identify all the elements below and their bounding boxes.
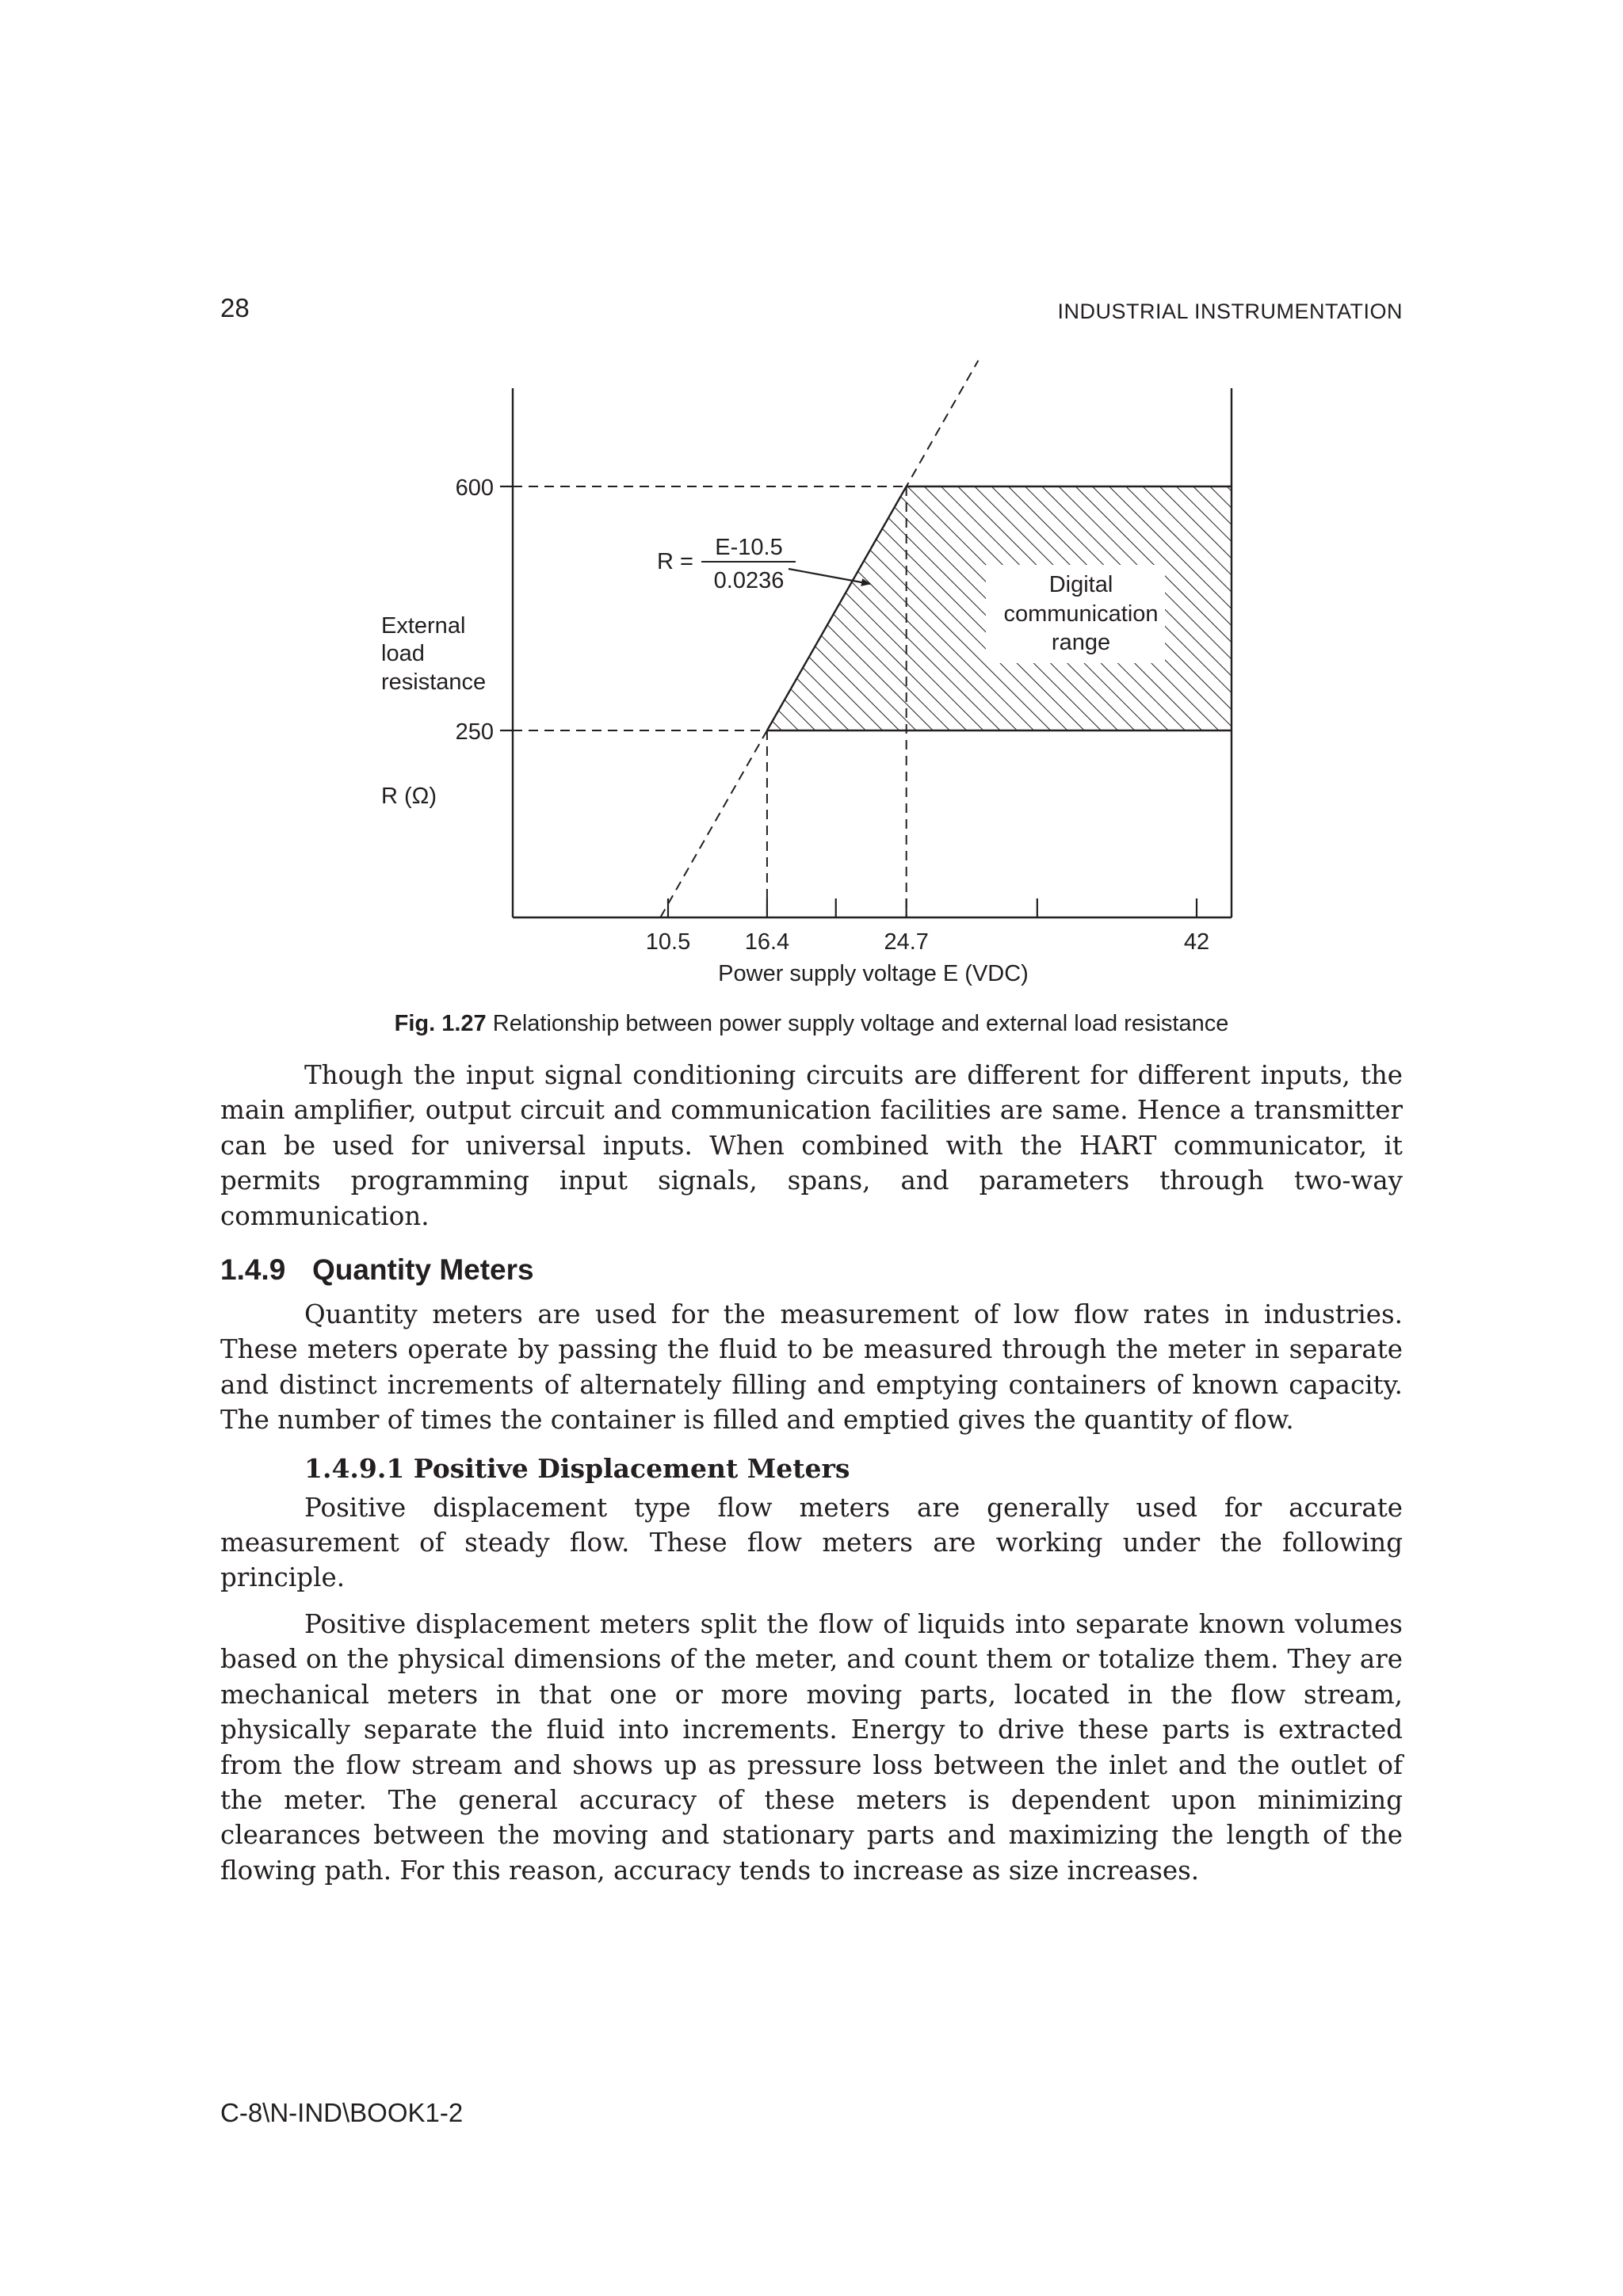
x-tick-label-10-5: 10.5 <box>645 929 691 955</box>
region-label-line1: Digital <box>1048 572 1113 597</box>
region-label-line3: range <box>1051 630 1111 655</box>
figure-caption <box>0 1011 1623 1037</box>
paragraph-quantity-meters: Quantity meters are used for the measurement of low flow rates in industries. These meters operate by passing the fluid to be measured through the meter in separate and distinct increments of alternately filling and emptying containers of known capacity. The number of times the container is filled and emptied gives the quantity of flow. <box>220 1299 1403 1436</box>
paragraph-pd-intro: Positive displacement type flow meters are generally used for accurate measurement of steady flow. These flow meters are working under the following principle. <box>220 1492 1403 1593</box>
section-heading <box>220 1251 1403 1289</box>
page-number: 28 <box>220 293 250 322</box>
running-title: INDUSTRIAL INSTRUMENTATION <box>1057 299 1403 323</box>
region-label-line2: communication <box>1003 601 1159 627</box>
section-title: Quantity Meters <box>312 1253 534 1287</box>
figure-caption-text: Relationship between power supply voltage and external load resistance <box>492 1011 1229 1036</box>
y-axis-unit: R (Ω) <box>381 784 437 809</box>
formula-lhs: R = <box>657 549 693 574</box>
paragraph-pd-principle: Positive displacement meters split the flow of liquids into separate known volumes based on the physical dimensions of the meter, and count them or totalize them. They are mechanical meters in that one or more moving parts, located in the flow stream, physically separate the fluid into increments. Energy to drive these parts is extracted from the flow stream and shows up as pressure loss between the inlet and the outlet of the meter. The general accuracy of these meters is dependent upon minimizing clearances between the moving and stationary parts and maximizing the length of the flowing path. For this reason, accuracy tends to increase as size increases. <box>220 1608 1403 1886</box>
formula-denominator: 0.0236 <box>713 568 785 593</box>
x-tick-label-42: 42 <box>1183 929 1210 955</box>
y-axis-title-line1: External <box>381 613 466 639</box>
subsection-heading: 1.4.9.1 Positive Displacement Meters <box>304 1452 850 1484</box>
x-tick-marks <box>668 898 1197 917</box>
x-tick-label-16-4: 16.4 <box>744 929 790 955</box>
figure-caption-label: Fig. 1.27 <box>394 1011 487 1036</box>
y-tick-label-600: 600 <box>455 475 494 501</box>
x-axis-title: Power supply voltage E (VDC) <box>718 961 1029 986</box>
body-text <box>220 1058 1403 1888</box>
paragraph-universal-inputs: Though the input signal conditioning circuits are different for different inputs, the main amplifier, output circuit and communication facilities are same. Hence a transmitter can be used for universal inputs. When combined with the HART communicator, it permits programming input signals, spans, and parameters through two-way communication. <box>220 1060 1403 1231</box>
y-axis-title-line2: load <box>381 641 425 666</box>
y-tick-marks <box>500 486 513 730</box>
footer-code: C-8\N-IND\BOOK1-2 <box>220 2098 464 2127</box>
y-axis-title-line3: resistance <box>381 669 487 695</box>
x-tick-label-24-7: 24.7 <box>884 929 929 955</box>
power-load-chart <box>0 0 1623 1046</box>
formula-numerator: E-10.5 <box>715 535 783 560</box>
figure <box>0 0 1623 1046</box>
y-tick-label-250: 250 <box>455 719 494 745</box>
section-number: 1.4.9 <box>220 1253 286 1287</box>
